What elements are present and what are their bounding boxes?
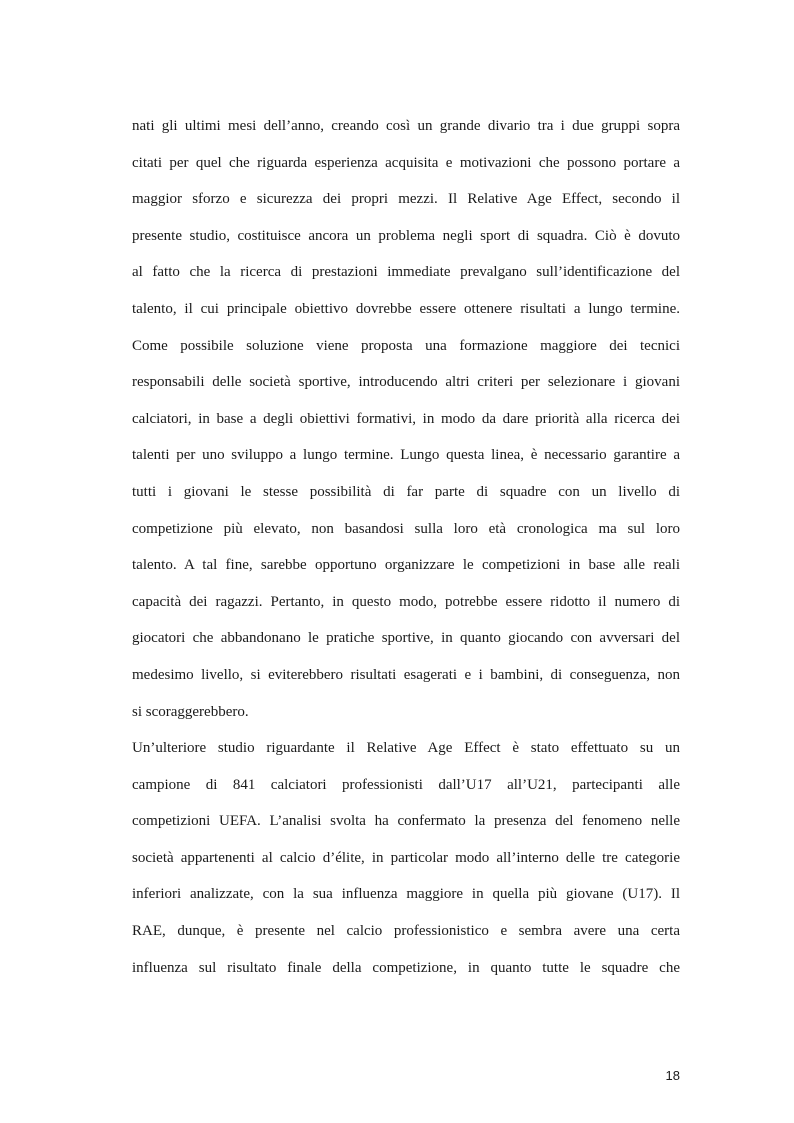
text-line: medesimo livello, si eviterebbero risultati esagerati e i bambini, di conseguenza, non xyxy=(132,666,680,683)
text-line: talento. A tal fine, sarebbe opportuno organizzare le competizioni in base alle reali xyxy=(132,557,680,574)
text-line: presente studio, costituisce ancora un problema negli sport di squadra. Ciò è dovuto xyxy=(132,227,680,244)
text-line: Come possibile soluzione viene proposta una formazione maggiore dei tecnici xyxy=(132,337,680,354)
text-line: capacità dei ragazzi. Pertanto, in questo modo, potrebbe essere ridotto il numero di xyxy=(132,593,680,610)
paragraph-end-line: si scoraggerebbero. xyxy=(132,703,249,720)
text-line: società appartenenti al calcio d’élite, in particolar modo all’interno delle tre categorie xyxy=(132,849,680,866)
text-line: nati gli ultimi mesi dell’anno, creando così un grande divario tra i due gruppi sopra xyxy=(132,118,680,134)
text-line: competizioni UEFA. L’analisi svolta ha confermato la presenza del fenomeno nelle xyxy=(132,813,680,830)
text-line: competizione più elevato, non basandosi sulla loro età cronologica ma sul loro xyxy=(132,520,680,537)
text-line: citati per quel che riguarda esperienza acquisita e motivazioni che possono portare a xyxy=(132,154,680,171)
text-line: campione di 841 calciatori professionisti dall’U17 all’U21, partecipanti alle xyxy=(132,776,680,793)
body-text xyxy=(132,112,680,990)
text-line: talento, il cui principale obiettivo dovrebbe essere ottenere risultati a lungo termine. xyxy=(132,300,680,317)
text-line: talenti per uno sviluppo a lungo termine. Lungo questa linea, è necessario garantire a xyxy=(132,447,680,464)
text-line: al fatto che la ricerca di prestazioni immediate prevalgano sull’identificazione del xyxy=(132,264,680,281)
text-line: influenza sul risultato finale della competizione, in quanto tutte le squadre che xyxy=(132,959,680,976)
text-line: Un’ulteriore studio riguardante il Relative Age Effect è stato effettuato su un xyxy=(132,740,680,757)
text-line: tutti i giovani le stesse possibilità di far parte di squadre con un livello di xyxy=(132,483,680,500)
text-line: RAE, dunque, è presente nel calcio professionistico e sembra avere una certa xyxy=(132,923,680,940)
text-line: responsabili delle società sportive, introducendo altri criteri per selezionare i giovani xyxy=(132,374,680,391)
text-line: calciatori, in base a degli obiettivi formativi, in modo da dare priorità alla ricerca dei xyxy=(132,410,680,427)
text-line: inferiori analizzate, con la sua influenza maggiore in quella più giovane (U17). Il xyxy=(132,886,680,903)
text-line: giocatori che abbandonano le pratiche sportive, in quanto giocando con avversari del xyxy=(132,630,680,647)
text-line: maggior sforzo e sicurezza dei propri mezzi. Il Relative Age Effect, secondo il xyxy=(132,191,680,208)
page-number: 18 xyxy=(665,1068,680,1083)
